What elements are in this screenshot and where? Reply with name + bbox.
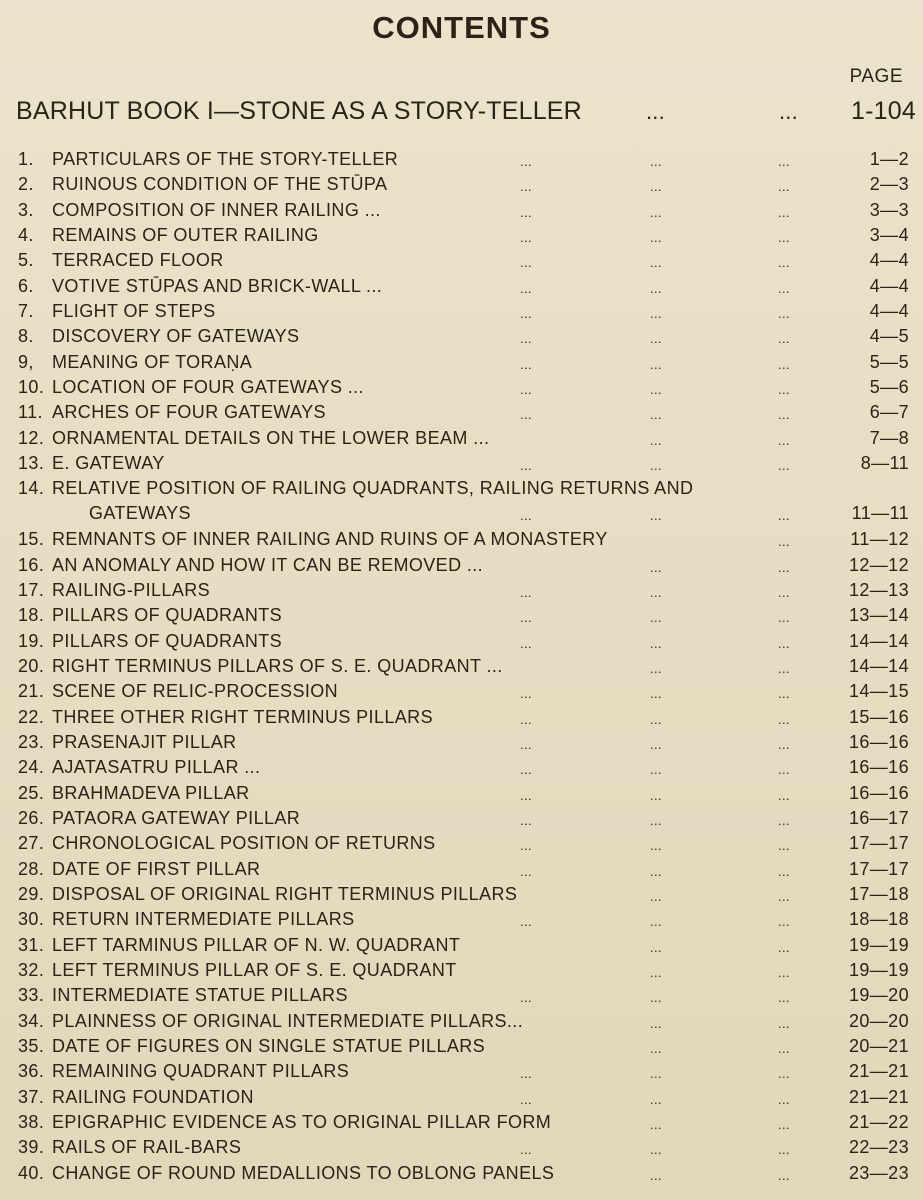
contents-entry	[0, 274, 923, 299]
contents-entry	[0, 958, 923, 983]
entry-number: 26.	[18, 807, 45, 828]
contents-entry	[0, 755, 923, 780]
leader-dots: ...	[520, 711, 533, 727]
entry-title-continued: GATEWAYS	[89, 503, 191, 524]
entry-number: 3.	[18, 199, 34, 220]
entry-pages: 17—18	[848, 883, 909, 904]
entry-title: ARCHES OF FOUR GATEWAYS	[52, 402, 326, 423]
leader-dots: ...	[520, 179, 533, 195]
entry-number: 25.	[18, 782, 45, 803]
leader-dots: ...	[778, 635, 791, 651]
contents-entry	[0, 603, 923, 628]
leader-dots: ...	[778, 762, 791, 778]
entry-title: RAILING FOUNDATION	[52, 1086, 254, 1107]
entry-pages: 21—22	[848, 1112, 909, 1133]
entry-number: 19.	[18, 630, 45, 651]
entry-number: 1.	[18, 149, 34, 169]
entry-pages: 8—11	[860, 453, 909, 474]
entry-pages: 14—15	[848, 681, 909, 702]
entry-title: RUINOUS CONDITION OF THE STŪPA	[52, 174, 388, 195]
page-column-header: PAGE	[849, 66, 903, 87]
leader-dots: ...	[650, 255, 663, 271]
leader-dots: ...	[650, 508, 663, 524]
entry-number: 31.	[18, 934, 45, 955]
book-title: BARHUT BOOK I—STONE AS A STORY-TELLER	[16, 97, 582, 125]
entry-title: THREE OTHER RIGHT TERMINUS PILLARS	[52, 706, 433, 727]
leader-dots: ...	[778, 888, 791, 904]
leader-dots: ...	[650, 458, 663, 474]
contents-entry	[0, 172, 923, 197]
entry-pages: 20—21	[848, 1036, 909, 1057]
leader-dots: ...	[520, 863, 533, 879]
leader-dots: ...	[650, 154, 663, 169]
entry-number: 7.	[18, 301, 34, 322]
entry-title: EPIGRAPHIC EVIDENCE AS TO ORIGINAL PILLAR FORM	[52, 1112, 552, 1133]
entry-title: CHRONOLOGICAL POSITION OF RETURNS	[52, 833, 436, 854]
entry-pages: 12—12	[848, 554, 909, 575]
entry-number: 15.	[18, 529, 45, 550]
entry-title: INTERMEDIATE STATUE PILLARS	[52, 985, 348, 1006]
leader-dots: ...	[520, 255, 533, 271]
leader-dots: ...	[778, 711, 791, 727]
leader-dots: ...	[650, 1015, 663, 1031]
entry-title: SCENE OF RELIC-PROCESSION	[52, 681, 339, 702]
leader-dots: ...	[778, 306, 791, 322]
entry-title: VOTIVE STŪPAS AND BRICK-WALL ...	[52, 275, 383, 296]
entry-pages: 19—19	[848, 934, 909, 955]
leader-dots: ...	[778, 1041, 791, 1057]
entry-title: DISCOVERY OF GATEWAYS	[52, 326, 300, 347]
leader-dots: ...	[520, 230, 533, 246]
entry-number: 11.	[18, 402, 43, 423]
leader-dots: ...	[778, 407, 791, 423]
entry-number: 33.	[18, 985, 45, 1006]
leader-dots: ...	[650, 1142, 663, 1158]
entry-title: COMPOSITION OF INNER RAILING ...	[52, 199, 381, 220]
leader-dots: ...	[778, 939, 791, 955]
entry-number: 21.	[18, 681, 45, 702]
entry-number: 18.	[18, 605, 45, 626]
contents-entry	[0, 679, 923, 704]
leader-dots: ...	[778, 382, 791, 398]
contents-list	[0, 147, 923, 1186]
leader-dots: ...	[778, 914, 791, 930]
entry-title: RIGHT TERMINUS PILLARS OF S. E. QUADRANT ...	[52, 655, 503, 676]
leader-dots: ...	[520, 306, 533, 322]
entry-number: 13.	[18, 453, 45, 474]
contents-entry	[0, 476, 923, 527]
contents-entry	[0, 654, 923, 679]
entry-number: 14.	[18, 478, 45, 499]
leader-dots: ...	[520, 838, 533, 854]
entry-number: 39.	[18, 1137, 45, 1158]
leader-dots: ...	[650, 990, 663, 1006]
leader-dots: ...	[520, 686, 533, 702]
leader-dots: ...	[520, 1142, 533, 1158]
entry-number: 17.	[18, 579, 45, 600]
leader-dots: ...	[520, 736, 533, 752]
leader-dots: ...	[650, 306, 663, 322]
leader-dots: ...	[778, 1066, 791, 1082]
leader-dots: ...	[779, 99, 798, 124]
leader-dots: ...	[778, 255, 791, 271]
entry-pages: 4—4	[869, 301, 909, 322]
leader-dots: ...	[778, 559, 791, 575]
leader-dots: ...	[650, 1041, 663, 1057]
leader-dots: ...	[520, 154, 533, 169]
leader-dots: ...	[778, 508, 791, 524]
entry-pages: 16—16	[848, 782, 909, 803]
contents-entry	[0, 857, 923, 882]
entry-pages: 4—4	[869, 275, 909, 296]
entry-number: 6.	[18, 275, 34, 296]
contents-entry	[0, 147, 923, 172]
entry-pages: 17—17	[848, 858, 909, 879]
leader-dots: ...	[650, 584, 663, 600]
book-pages: 1-104	[851, 97, 916, 125]
entry-title: LEFT TERMINUS PILLAR OF S. E. QUADRANT	[52, 960, 457, 980]
leader-dots: ...	[520, 458, 533, 474]
entry-pages: 17—17	[848, 833, 909, 854]
leader-dots: ...	[520, 914, 533, 930]
contents-entry	[0, 629, 923, 654]
leader-dots: ...	[650, 787, 663, 803]
entry-pages: 19—20	[848, 985, 909, 1006]
entry-pages: 5—5	[869, 351, 909, 372]
leader-dots: ...	[650, 711, 663, 727]
entry-number: 4.	[18, 225, 34, 246]
entry-number: 5.	[18, 250, 34, 271]
entry-number: 35.	[18, 1036, 45, 1057]
leader-dots: ...	[520, 762, 533, 778]
entry-pages: 20—20	[848, 1010, 909, 1031]
entry-number: 2.	[18, 174, 34, 195]
leader-dots: ...	[520, 635, 533, 651]
leader-dots: ...	[520, 1066, 533, 1082]
entry-pages: 5—6	[869, 377, 909, 398]
entry-title: MEANING OF TORAṆA	[52, 351, 253, 372]
entry-title: FLIGHT OF STEPS	[52, 301, 216, 322]
entry-number: 34.	[18, 1010, 45, 1031]
entry-number: 32.	[18, 960, 45, 980]
entry-pages: 1—2	[869, 149, 909, 169]
contents-entry	[0, 730, 923, 755]
entry-pages: 23—23	[848, 1162, 909, 1183]
leader-dots: ...	[520, 508, 533, 524]
entry-number: 9,	[18, 351, 34, 372]
leader-dots: ...	[520, 280, 533, 296]
entry-title: LEFT TARMINUS PILLAR OF N. W. QUADRANT	[52, 934, 461, 955]
leader-dots: ...	[650, 610, 663, 626]
entry-pages: 3—3	[869, 199, 909, 220]
contents-entry	[0, 324, 923, 349]
contents-entry	[0, 705, 923, 730]
entry-number: 36.	[18, 1061, 45, 1082]
entry-pages: 11—12	[850, 529, 909, 550]
leader-dots: ...	[778, 1117, 791, 1133]
entry-pages: 21—21	[848, 1086, 909, 1107]
leader-dots: ...	[520, 331, 533, 347]
leader-dots: ...	[650, 1167, 663, 1183]
leader-dots: ...	[778, 432, 791, 448]
entry-title: BRAHMADEVA PILLAR	[52, 782, 250, 803]
leader-dots: ...	[650, 1066, 663, 1082]
leader-dots: ...	[646, 99, 665, 124]
leader-dots: ...	[650, 686, 663, 702]
entry-pages: 2—3	[869, 174, 909, 195]
contents-entry	[0, 1161, 923, 1186]
leader-dots: ...	[650, 660, 663, 676]
leader-dots: ...	[650, 863, 663, 879]
entry-number: 30.	[18, 909, 45, 930]
contents-entry	[0, 933, 923, 958]
leader-dots: ...	[778, 838, 791, 854]
leader-dots: ...	[778, 686, 791, 702]
leader-dots: ...	[650, 356, 663, 372]
leader-dots: ...	[778, 736, 791, 752]
contents-entry	[0, 1135, 923, 1160]
contents-entry	[0, 375, 923, 400]
leader-dots: ...	[778, 660, 791, 676]
leader-dots: ...	[520, 382, 533, 398]
leader-dots: ...	[650, 812, 663, 828]
entry-number: 40.	[18, 1162, 45, 1183]
entry-title: DATE OF FIRST PILLAR	[52, 858, 261, 879]
entry-title: PARTICULARS OF THE STORY-TELLER	[52, 149, 399, 169]
entry-pages: 19—19	[848, 960, 909, 980]
entry-pages: 12—13	[848, 579, 909, 600]
entry-number: 38.	[18, 1112, 45, 1133]
entry-number: 28.	[18, 858, 45, 879]
leader-dots: ...	[778, 458, 791, 474]
entry-number: 27.	[18, 833, 45, 854]
entry-title: REMNANTS OF INNER RAILING AND RUINS OF A MONASTERY	[52, 529, 608, 550]
entry-title: RETURN INTERMEDIATE PILLARS	[52, 909, 355, 930]
entry-title: AN ANOMALY AND HOW IT CAN BE REMOVED ...	[52, 554, 484, 575]
leader-dots: ...	[650, 382, 663, 398]
entry-pages: 3—4	[869, 225, 909, 246]
contents-entry	[0, 553, 923, 578]
leader-dots: ...	[650, 559, 663, 575]
leader-dots: ...	[650, 204, 663, 220]
leader-dots: ...	[520, 610, 533, 626]
contents-entry	[0, 451, 923, 476]
contents-entry	[0, 198, 923, 223]
leader-dots: ...	[778, 356, 791, 372]
leader-dots: ...	[650, 888, 663, 904]
entry-title: E. GATEWAY	[52, 453, 165, 474]
leader-dots: ...	[650, 280, 663, 296]
leader-dots: ...	[778, 280, 791, 296]
contents-entry	[0, 1085, 923, 1110]
contents-entry	[0, 223, 923, 248]
entry-pages: 21—21	[848, 1061, 909, 1082]
leader-dots: ...	[778, 787, 791, 803]
entry-title: RAILING-PILLARS	[52, 579, 211, 600]
entry-title: CHANGE OF ROUND MEDALLIONS TO OBLONG PANELS	[52, 1162, 555, 1183]
leader-dots: ...	[520, 1091, 533, 1107]
leader-dots: ...	[650, 965, 663, 980]
page-title: CONTENTS	[372, 10, 551, 45]
leader-dots: ...	[650, 230, 663, 246]
entry-number: 22.	[18, 706, 45, 727]
contents-entry	[0, 248, 923, 273]
leader-dots: ...	[520, 204, 533, 220]
contents-entry	[0, 1034, 923, 1059]
entry-number: 16.	[18, 554, 45, 575]
entry-title: PATAORA GATEWAY PILLAR	[52, 807, 301, 828]
leader-dots: ...	[520, 812, 533, 828]
leader-dots: ...	[520, 407, 533, 423]
entry-pages: 4—4	[869, 250, 909, 271]
leader-dots: ...	[778, 204, 791, 220]
leader-dots: ...	[778, 1015, 791, 1031]
contents-entry	[0, 1110, 923, 1135]
entry-title: REMAINS OF OUTER RAILING	[52, 225, 319, 246]
entry-pages: 18—18	[848, 909, 909, 930]
entry-pages: 4—5	[869, 326, 909, 347]
leader-dots: ...	[650, 736, 663, 752]
contents-entry	[0, 400, 923, 425]
leader-dots: ...	[650, 635, 663, 651]
leader-dots: ...	[778, 179, 791, 195]
entry-title: TERRACED FLOOR	[52, 250, 224, 271]
entry-number: 20.	[18, 655, 45, 676]
contents-entry	[0, 1059, 923, 1084]
contents-entry	[0, 806, 923, 831]
leader-dots: ...	[778, 584, 791, 600]
leader-dots: ...	[650, 1091, 663, 1107]
leader-dots: ...	[778, 990, 791, 1006]
leader-dots: ...	[650, 762, 663, 778]
entry-pages: 14—14	[848, 655, 909, 676]
leader-dots: ...	[778, 965, 791, 980]
entry-title: PLAINNESS OF ORIGINAL INTERMEDIATE PILLARS...	[52, 1010, 524, 1031]
entry-title: DISPOSAL OF ORIGINAL RIGHT TERMINUS PILLARS	[52, 883, 518, 904]
leader-dots: ...	[650, 432, 663, 448]
leader-dots: ...	[650, 914, 663, 930]
leader-dots: ...	[778, 1167, 791, 1183]
entry-pages: 22—23	[848, 1137, 909, 1158]
contents-entry	[0, 426, 923, 451]
contents-entry	[0, 882, 923, 907]
entry-title: PILLARS OF QUADRANTS	[52, 605, 283, 626]
entry-number: 8.	[18, 326, 34, 347]
leader-dots: ...	[778, 331, 791, 347]
entry-number: 10.	[18, 377, 45, 398]
leader-dots: ...	[520, 787, 533, 803]
contents-entry	[0, 983, 923, 1008]
leader-dots: ...	[650, 838, 663, 854]
leader-dots: ...	[778, 1142, 791, 1158]
entry-number: 24.	[18, 757, 45, 778]
leader-dots: ...	[778, 610, 791, 626]
contents-entry	[0, 907, 923, 932]
entry-number: 23.	[18, 731, 45, 752]
contents-entry	[0, 299, 923, 324]
contents-entry	[0, 781, 923, 806]
leader-dots: ...	[778, 812, 791, 828]
contents-entry	[0, 831, 923, 856]
leader-dots: ...	[520, 990, 533, 1006]
leader-dots: ...	[650, 1117, 663, 1133]
leader-dots: ...	[520, 584, 533, 600]
entry-pages: 7—8	[869, 427, 909, 448]
entry-number: 29.	[18, 883, 45, 904]
entry-number: 12.	[18, 427, 45, 448]
book-heading	[16, 97, 916, 129]
entry-pages: 16—16	[848, 731, 909, 752]
contents-entry	[0, 350, 923, 375]
entry-number: 37.	[18, 1086, 45, 1107]
contents-entry	[0, 1009, 923, 1034]
contents-entry	[0, 527, 923, 552]
leader-dots: ...	[520, 356, 533, 372]
entry-pages: 13—14	[848, 605, 909, 626]
leader-dots: ...	[650, 331, 663, 347]
entry-title: LOCATION OF FOUR GATEWAYS ...	[52, 377, 364, 398]
leader-dots: ...	[778, 534, 791, 550]
leader-dots: ...	[778, 230, 791, 246]
leader-dots: ...	[650, 939, 663, 955]
leader-dots: ...	[650, 179, 663, 195]
entry-pages: 11—11	[851, 503, 909, 524]
entry-title: ORNAMENTAL DETAILS ON THE LOWER BEAM ...	[52, 427, 490, 448]
entry-title: RAILS OF RAIL-BARS	[52, 1137, 242, 1158]
entry-pages: 14—14	[848, 630, 909, 651]
entry-title: RELATIVE POSITION OF RAILING QUADRANTS, RAILING RETURNS AND	[52, 478, 694, 499]
entry-title: AJATASATRU PILLAR ...	[52, 757, 261, 778]
leader-dots: ...	[778, 1091, 791, 1107]
entry-pages: 16—17	[848, 807, 909, 828]
contents-entry	[0, 578, 923, 603]
entry-pages: 6—7	[869, 402, 909, 423]
entry-pages: 15—16	[848, 706, 909, 727]
leader-dots: ...	[650, 407, 663, 423]
entry-title: DATE OF FIGURES ON SINGLE STATUE PILLARS	[52, 1036, 486, 1057]
entry-title: REMAINING QUADRANT PILLARS	[52, 1061, 350, 1082]
entry-title: PRASENAJIT PILLAR	[52, 731, 237, 752]
leader-dots: ...	[778, 154, 791, 169]
entry-title: PILLARS OF QUADRANTS	[52, 630, 283, 651]
entry-pages: 16—16	[848, 757, 909, 778]
leader-dots: ...	[778, 863, 791, 879]
